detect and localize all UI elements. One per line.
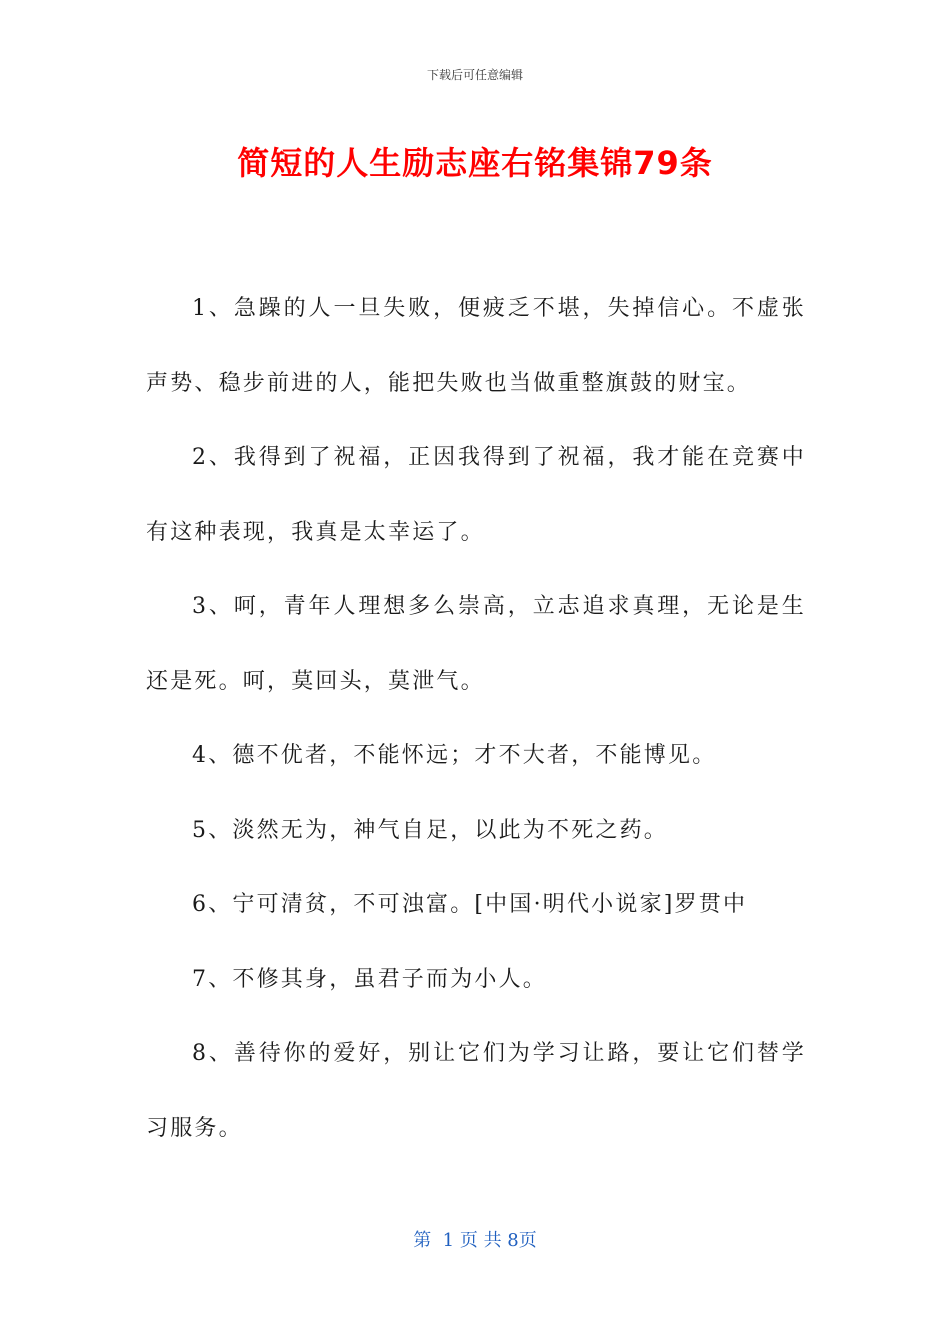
- paragraph-7: 7、不修其身，虽君子而为小人。: [192, 966, 547, 992]
- paragraph-8: 8、善待你的爱好，别让它们为学习让路，要让它们替学习服务。: [146, 1041, 806, 1141]
- paragraph-5: 5、淡然无为，神气自足，以此为不死之药。: [192, 817, 668, 843]
- paragraph-2: 2、我得到了祝福，正因我得到了祝福，我才能在竞赛中有这种表现，我真是太幸运了。: [146, 445, 806, 545]
- document-body: [146, 272, 806, 1166]
- header-note: 下载后可任意编辑: [426, 68, 523, 82]
- paragraph-6: 6、宁可清贫，不可浊富。[中国·明代小说家]罗贯中: [192, 892, 748, 917]
- paragraph-3: 3、呵，青年人理想多么崇高，立志追求真理，无论是生还是死。呵，莫回头，莫泄气。: [146, 594, 806, 694]
- page-indicator: 第 1 页 共 8页: [413, 1230, 537, 1251]
- paragraph-1: 1、急躁的人一旦失败，便疲乏不堪，失掉信心。不虚张声势、稳步前进的人，能把失败也当做重整旗鼓的财宝。: [146, 296, 806, 396]
- paragraph-4: 4、德不优者，不能怀远；才不大者，不能博见。: [192, 743, 717, 768]
- document-title: 简短的人生励志座右铭集锦79条: [237, 144, 713, 182]
